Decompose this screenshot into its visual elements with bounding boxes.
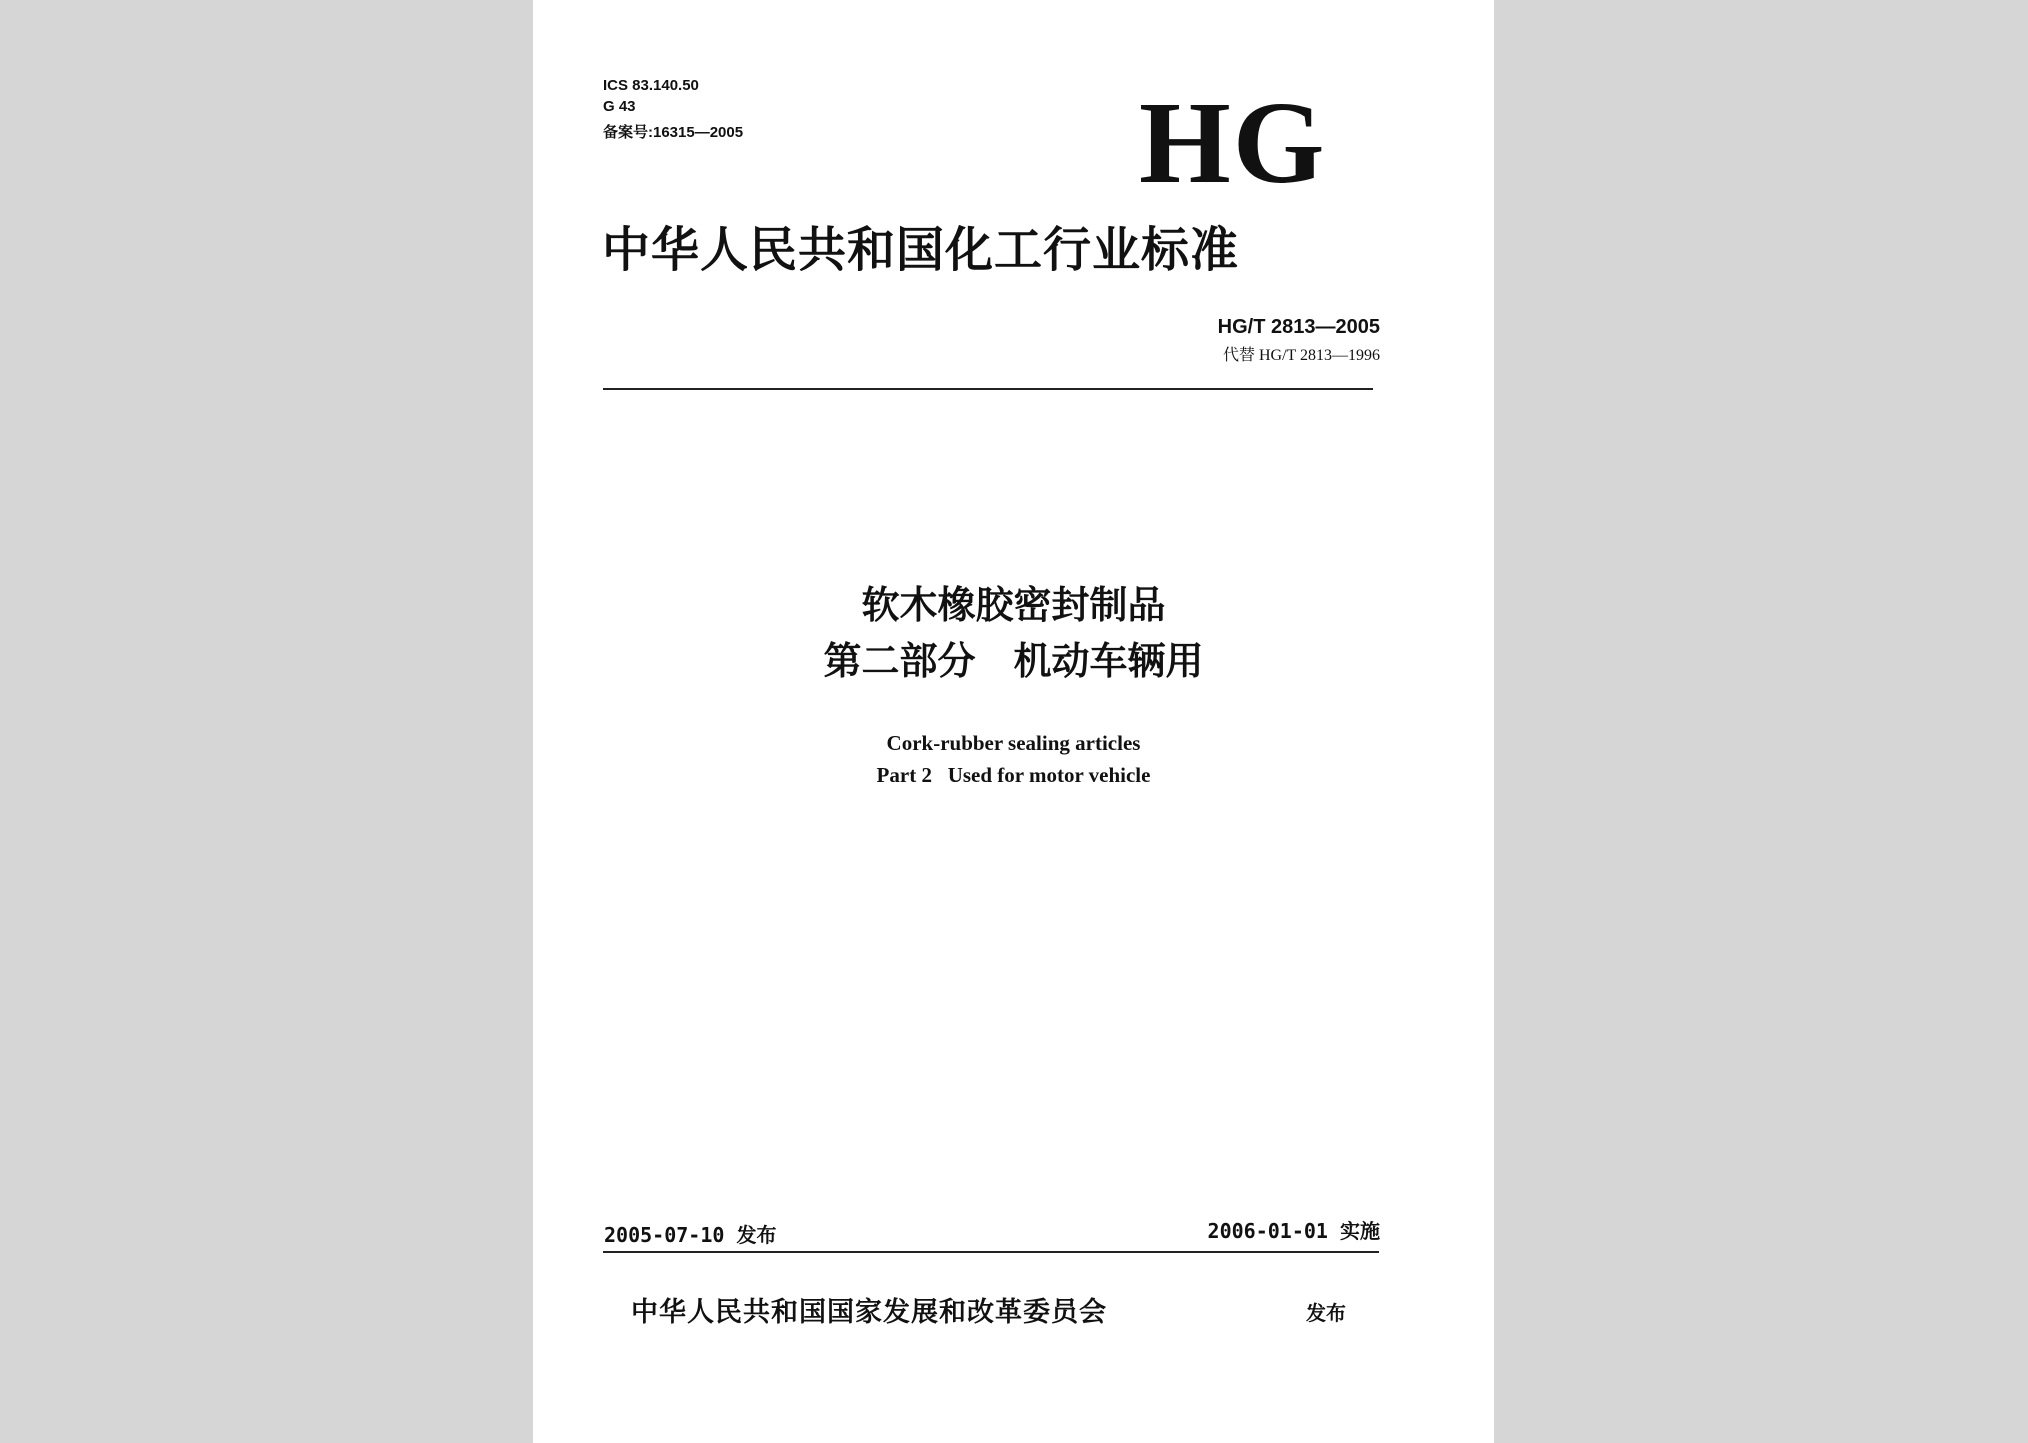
top-divider bbox=[603, 388, 1373, 390]
ics-code: ICS 83.140.50 bbox=[603, 77, 699, 94]
standard-code: HG/T 2813—2005 bbox=[1217, 316, 1380, 338]
title-chinese-line-2: 第二部分 机动车辆用 bbox=[823, 639, 1204, 683]
bottom-divider bbox=[603, 1251, 1379, 1253]
effective-date: 2006-01-01 实施 bbox=[1207, 1219, 1380, 1243]
publisher-suffix: 发布 bbox=[1306, 1301, 1346, 1325]
classification-code: G 43 bbox=[603, 98, 636, 115]
title-chinese-line-1: 软木橡胶密封制品 bbox=[861, 583, 1166, 627]
publisher: 中华人民共和国国家发展和改革委员会 bbox=[631, 1297, 1107, 1328]
title-english-line-1: Cork-rubber sealing articles bbox=[886, 731, 1141, 755]
issue-date: 2005-07-10 发布 bbox=[604, 1223, 777, 1247]
hg-logo: HG bbox=[1139, 77, 1327, 208]
replaces-standard: 代替 HG/T 2813—1996 bbox=[1222, 347, 1380, 364]
standard-name: 中华人民共和国化工行业标准 bbox=[602, 222, 1240, 278]
registration-number: 备案号:16315—2005 bbox=[603, 124, 744, 141]
document-page bbox=[533, 0, 1494, 1443]
title-english-line-2: Part 2 Used for motor vehicle bbox=[876, 763, 1151, 787]
